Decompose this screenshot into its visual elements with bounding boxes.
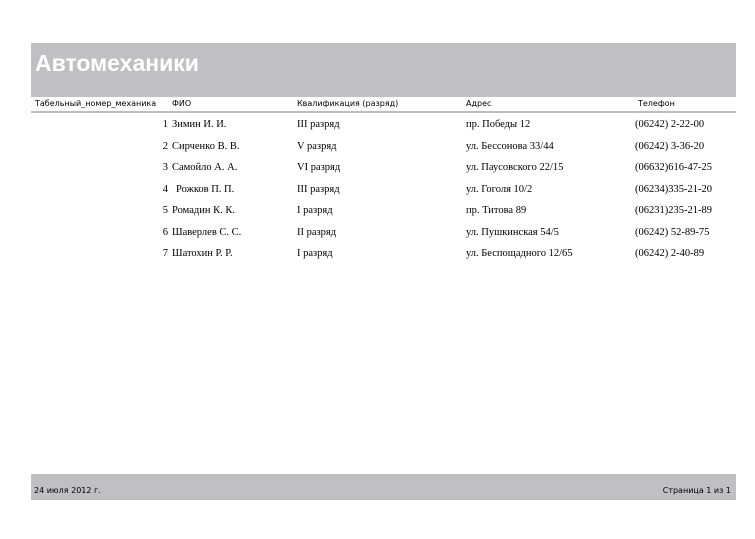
cell-fio: Ромадин К. К. [172,205,235,216]
cell-address: ул. Беспощадного 12/65 [466,248,573,259]
cell-phone: (06231)235-21-89 [635,205,712,216]
report-footer [31,474,736,500]
cell-fio: Зимин И. И. [172,119,227,130]
cell-address: ул. Паусовского 22/15 [466,162,564,173]
cell-qualification: I разряд [297,205,333,216]
footer-date: 24 июля 2012 г. [34,486,101,495]
cell-fio: Самойло А. А. [172,162,238,173]
table-row [0,115,755,137]
table-row [0,244,755,266]
table-body [0,115,755,266]
cell-id: 2 [162,140,168,152]
cell-phone: (06234)335-21-20 [635,183,712,195]
cell-qualification: V разряд [297,140,337,152]
cell-address: пр. Титова 89 [466,205,527,216]
table-row [0,158,755,180]
cell-fio: Рожков П. П. [176,183,235,195]
cell-address: пр. Победы 12 [466,119,531,130]
cell-qualification: VI разряд [297,162,341,173]
cell-phone: (06242) 2-22-00 [635,119,705,130]
column-header-phone: Телефон [638,99,675,108]
cell-phone: (06632)616-47-25 [635,162,712,173]
table-row [0,180,755,202]
cell-qualification: III разряд [297,119,340,130]
cell-fio: Шатохин Р. Р. [172,248,233,259]
column-header-qualification: Квалификация (разряд) [297,99,399,108]
column-header-address: Адрес [466,99,492,108]
cell-id: 4 [162,183,168,195]
cell-id: 3 [162,162,168,173]
table-row [0,201,755,223]
cell-phone: (06242) 52-89-75 [635,226,710,238]
cell-qualification: II разряд [297,226,337,238]
report-title: Автомеханики [35,50,199,76]
table-row [0,137,755,159]
cell-address: ул. Пушкинская 54/5 [466,226,559,238]
cell-id: 5 [162,205,168,216]
cell-phone: (06242) 2-40-89 [635,248,705,259]
cell-address: ул. Бессонова 33/44 [466,140,554,152]
header-divider [31,111,736,113]
cell-qualification: III разряд [297,183,340,195]
table-row [0,223,755,245]
cell-id: 7 [162,248,168,259]
footer-page-number: Страница 1 из 1 [662,486,731,495]
cell-id: 1 [162,119,168,130]
report-header [31,43,736,97]
cell-address: ул. Гоголя 10/2 [466,183,533,195]
cell-fio: Шаверлев С. С. [172,226,242,238]
column-header-fio: ФИО [172,99,192,108]
cell-qualification: I разряд [297,248,333,259]
cell-fio: Сирченко В. В. [172,140,240,152]
cell-phone: (06242) 3-36-20 [635,140,705,152]
column-header-id: Табельный_номер_механика [35,99,157,108]
cell-id: 6 [162,226,168,238]
